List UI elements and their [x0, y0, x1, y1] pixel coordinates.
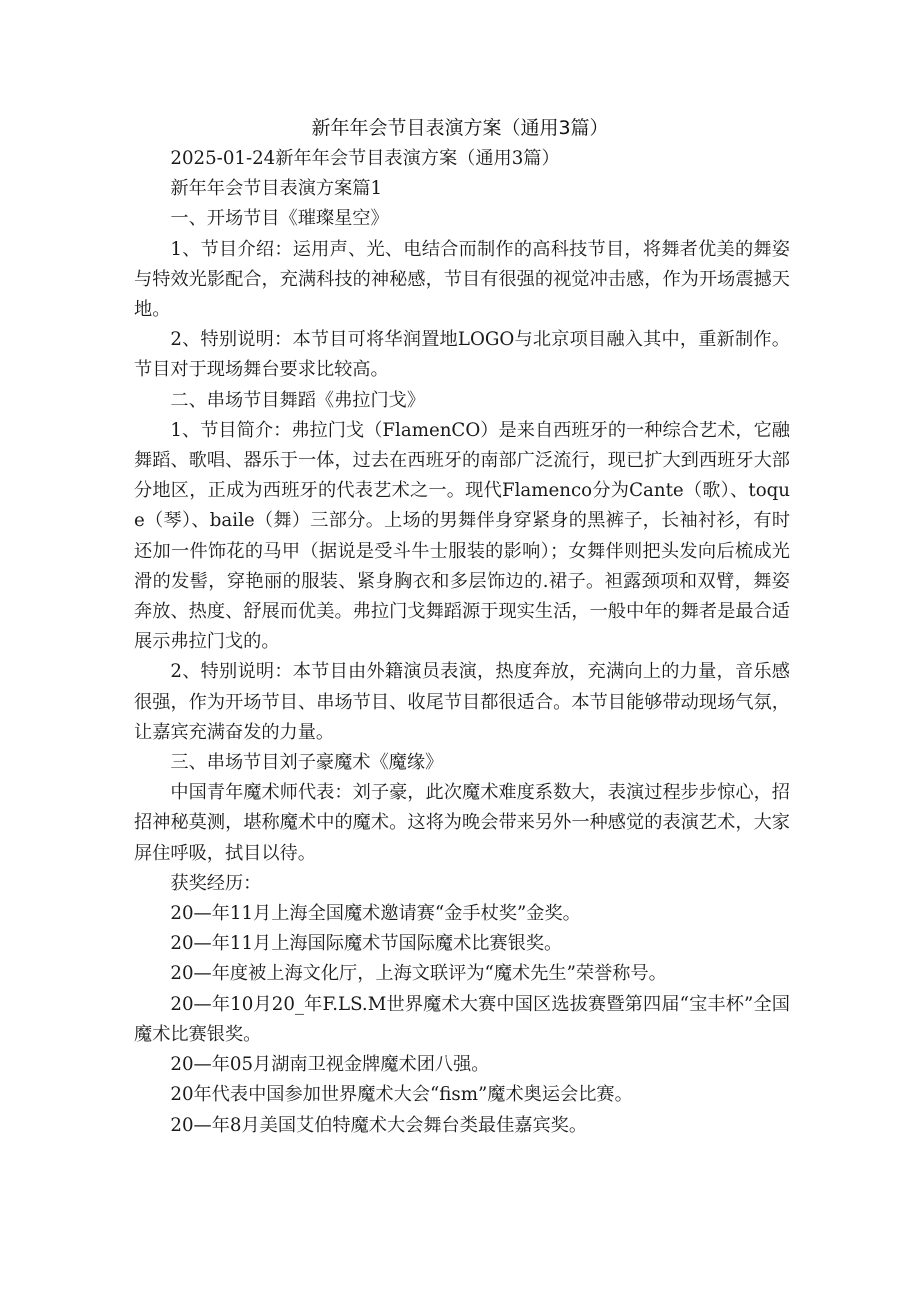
program-heading: 一、开场节目《璀璨星空》 [170, 208, 389, 230]
award-item: 20—年11月上海国际魔术节国际魔术比赛银奖。 [170, 933, 563, 955]
document-body [134, 144, 790, 1141]
program-heading: 二、串场节目舞蹈《弗拉门戈》 [170, 389, 426, 411]
document-title: 新年年会节目表演方案（通用3篇） [311, 117, 609, 139]
paragraph: 1、节目介绍：运用声、光、电结合而制作的高科技节目，将舞者优美的舞姿与特效光影配合，充满科技的神秘感，节目有很强的视觉冲击感，作为开场震撼天地。 [134, 238, 790, 321]
paragraph: 2、特别说明：本节目可将华润置地LOGO与北京项目融入其中，重新制作。节目对于现场舞台要求比较高。 [134, 329, 790, 381]
date-line: 2025-01-24新年年会节目表演方案（通用3篇） [170, 148, 560, 169]
section-heading: 新年年会节目表演方案篇1 [170, 178, 383, 200]
award-item: 20—年8月美国艾伯特魔术大会舞台类最佳嘉宾奖。 [170, 1114, 588, 1136]
award-item: 20年代表中国参加世界魔术大会“fism”魔术奥运会比赛。 [170, 1084, 633, 1106]
award-item: 20—年10月20_年F.LS.M世界魔术大赛中国区选拔赛暨第四届“宝丰杯”全国魔术比赛银奖。 [134, 993, 790, 1045]
award-item: 20—年05月湖南卫视金牌魔术团八强。 [170, 1054, 490, 1076]
awards-label: 获奖经历： [170, 872, 262, 894]
award-item: 20—年度被上海文化厅，上海文联评为“魔术先生”荣誉称号。 [170, 963, 667, 985]
paragraph: 中国青年魔术师代表：刘子豪，此次魔术难度系数大，表演过程步步惊心，招招神秘莫测，堪称魔术中的魔术。这将为晚会带来另外一种感觉的表演艺术，大家屏住呼吸，拭目以待。 [134, 782, 790, 864]
paragraph: 2、特别说明：本节目由外籍演员表演，热度奔放，充满向上的力量，音乐感很强，作为开场节目、串场节目、收尾节目都很适合。本节目能够带动现场气氛，让嘉宾充满奋发的力量。 [134, 661, 790, 743]
program-heading: 三、串场节目刘子豪魔术《魔缘》 [170, 752, 444, 774]
award-item: 20—年11月上海全国魔术邀请赛“金手杖奖”金奖。 [170, 903, 581, 925]
paragraph: 1、节目简介：弗拉门戈（FlamenCO）是来自西班牙的一种综合艺术，它融舞蹈、歌唱、器乐于一体，过去在西班牙的南部广泛流行，现已扩大到西班牙大部分地区，正成为西班牙的代表艺术之一。现代Flamenco分为Cante（歌）、toque（琴）、baile（舞）三部分。上场的男舞伴身穿紧身的黑裤子，长袖衬衫，有时还加一件饰花的马甲（据说是受斗牛士服装的影响）；女舞伴则把头发向后梳成光滑的发髻，穿艳丽的服装、紧身胸衣和多层饰边的.裙子。袒露颈项和双臂，舞姿奔放、热度、舒展而优美。弗拉门戈舞蹈源于现实生活，一般中年的舞者是最合适展示弗拉门戈的。 [134, 419, 791, 653]
